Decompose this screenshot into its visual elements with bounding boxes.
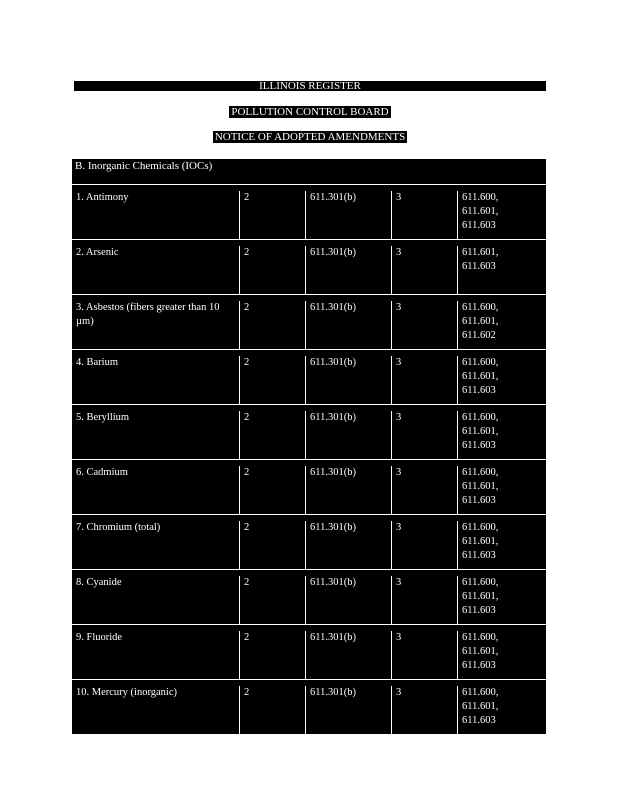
column-divider — [239, 631, 240, 679]
column-divider — [457, 411, 458, 459]
contaminant-name: 9. Fluoride — [76, 632, 123, 643]
board-title-line — [74, 106, 546, 118]
column-divider — [305, 191, 306, 239]
column-5-value: 611.600, 611.601, 611.603 — [462, 412, 499, 451]
column-2-value: 2 — [244, 412, 250, 423]
column-divider — [305, 246, 306, 294]
column-divider — [391, 631, 392, 679]
column-2-value: 2 — [244, 247, 250, 258]
column-divider — [239, 466, 240, 514]
column-divider — [457, 466, 458, 514]
column-3-value: 611.301(b) — [310, 467, 356, 478]
contaminant-name: 3. Asbestos (fibers greater than 10 µm) — [76, 302, 220, 327]
table-body — [72, 184, 546, 734]
column-divider — [457, 356, 458, 404]
section-heading: B. Inorganic Chemicals (IOCs) — [75, 160, 213, 172]
column-5-value: 611.600, 611.601, 611.603 — [462, 467, 499, 506]
column-divider — [305, 576, 306, 624]
notice-title-line — [74, 131, 546, 143]
ioc-table — [72, 159, 546, 734]
column-4-value: 3 — [396, 412, 402, 423]
column-divider — [305, 301, 306, 349]
column-3-value: 611.301(b) — [310, 412, 356, 423]
register-title: ILLINOIS REGISTER — [74, 81, 546, 91]
column-divider — [305, 356, 306, 404]
column-divider — [305, 686, 306, 734]
column-divider — [239, 411, 240, 459]
column-divider — [457, 246, 458, 294]
column-divider — [457, 521, 458, 569]
column-3-value: 611.301(b) — [310, 577, 356, 588]
column-3-value: 611.301(b) — [310, 357, 356, 368]
column-5-value: 611.600, 611.601, 611.603 — [462, 632, 499, 671]
column-divider — [391, 191, 392, 239]
table-row — [72, 184, 546, 239]
table-row — [72, 679, 546, 734]
column-divider — [239, 521, 240, 569]
column-2-value: 2 — [244, 302, 250, 313]
table-row — [72, 404, 546, 459]
contaminant-name: 10. Mercury (inorganic) — [76, 687, 177, 698]
column-divider — [391, 521, 392, 569]
column-4-value: 3 — [396, 247, 402, 258]
column-4-value: 3 — [396, 357, 402, 368]
column-divider — [457, 191, 458, 239]
column-2-value: 2 — [244, 632, 250, 643]
column-4-value: 3 — [396, 632, 402, 643]
table-row — [72, 624, 546, 679]
column-4-value: 3 — [396, 522, 402, 533]
table-row — [72, 294, 546, 349]
column-2-value: 2 — [244, 357, 250, 368]
column-divider — [457, 301, 458, 349]
column-divider — [391, 686, 392, 734]
column-4-value: 3 — [396, 577, 402, 588]
table-row — [72, 459, 546, 514]
column-2-value: 2 — [244, 192, 250, 203]
contaminant-name: 7. Chromium (total) — [76, 522, 161, 533]
column-divider — [239, 191, 240, 239]
column-divider — [391, 356, 392, 404]
column-divider — [391, 466, 392, 514]
table-row — [72, 239, 546, 294]
column-divider — [391, 301, 392, 349]
contaminant-name: 1. Antimony — [76, 192, 129, 203]
column-3-value: 611.301(b) — [310, 247, 356, 258]
column-divider — [239, 576, 240, 624]
column-5-value: 611.600, 611.601, 611.602 — [462, 302, 499, 341]
column-4-value: 3 — [396, 192, 402, 203]
table-row — [72, 349, 546, 404]
column-divider — [305, 466, 306, 514]
column-divider — [239, 686, 240, 734]
column-divider — [305, 631, 306, 679]
column-5-value: 611.600, 611.601, 611.603 — [462, 192, 499, 231]
column-4-value: 3 — [396, 302, 402, 313]
board-title: POLLUTION CONTROL BOARD — [231, 106, 389, 118]
column-5-value: 611.600, 611.601, 611.603 — [462, 577, 499, 616]
column-5-value: 611.601, 611.603 — [462, 247, 499, 272]
column-divider — [391, 576, 392, 624]
table-row — [72, 514, 546, 569]
column-3-value: 611.301(b) — [310, 192, 356, 203]
column-3-value: 611.301(b) — [310, 522, 356, 533]
column-divider — [305, 411, 306, 459]
column-3-value: 611.301(b) — [310, 687, 356, 698]
contaminant-name: 5. Beryllium — [76, 412, 130, 423]
column-divider — [239, 356, 240, 404]
notice-title: NOTICE OF ADOPTED AMENDMENTS — [214, 131, 406, 143]
column-divider — [305, 521, 306, 569]
column-5-value: 611.600, 611.601, 611.603 — [462, 357, 499, 396]
contaminant-name: 8. Cyanide — [76, 577, 122, 588]
column-divider — [391, 411, 392, 459]
column-2-value: 2 — [244, 467, 250, 478]
column-2-value: 2 — [244, 687, 250, 698]
column-2-value: 2 — [244, 522, 250, 533]
column-5-value: 611.600, 611.601, 611.603 — [462, 687, 499, 726]
column-divider — [239, 246, 240, 294]
contaminant-name: 2. Arsenic — [76, 247, 119, 258]
column-3-value: 611.301(b) — [310, 302, 356, 313]
column-divider — [239, 301, 240, 349]
column-divider — [391, 246, 392, 294]
column-4-value: 3 — [396, 467, 402, 478]
column-4-value: 3 — [396, 687, 402, 698]
column-divider — [457, 631, 458, 679]
column-divider — [457, 576, 458, 624]
table-row — [72, 569, 546, 624]
column-5-value: 611.600, 611.601, 611.603 — [462, 522, 499, 561]
column-3-value: 611.301(b) — [310, 632, 356, 643]
contaminant-name: 6. Cadmium — [76, 467, 128, 478]
column-2-value: 2 — [244, 577, 250, 588]
column-divider — [457, 686, 458, 734]
contaminant-name: 4. Barium — [76, 357, 118, 368]
